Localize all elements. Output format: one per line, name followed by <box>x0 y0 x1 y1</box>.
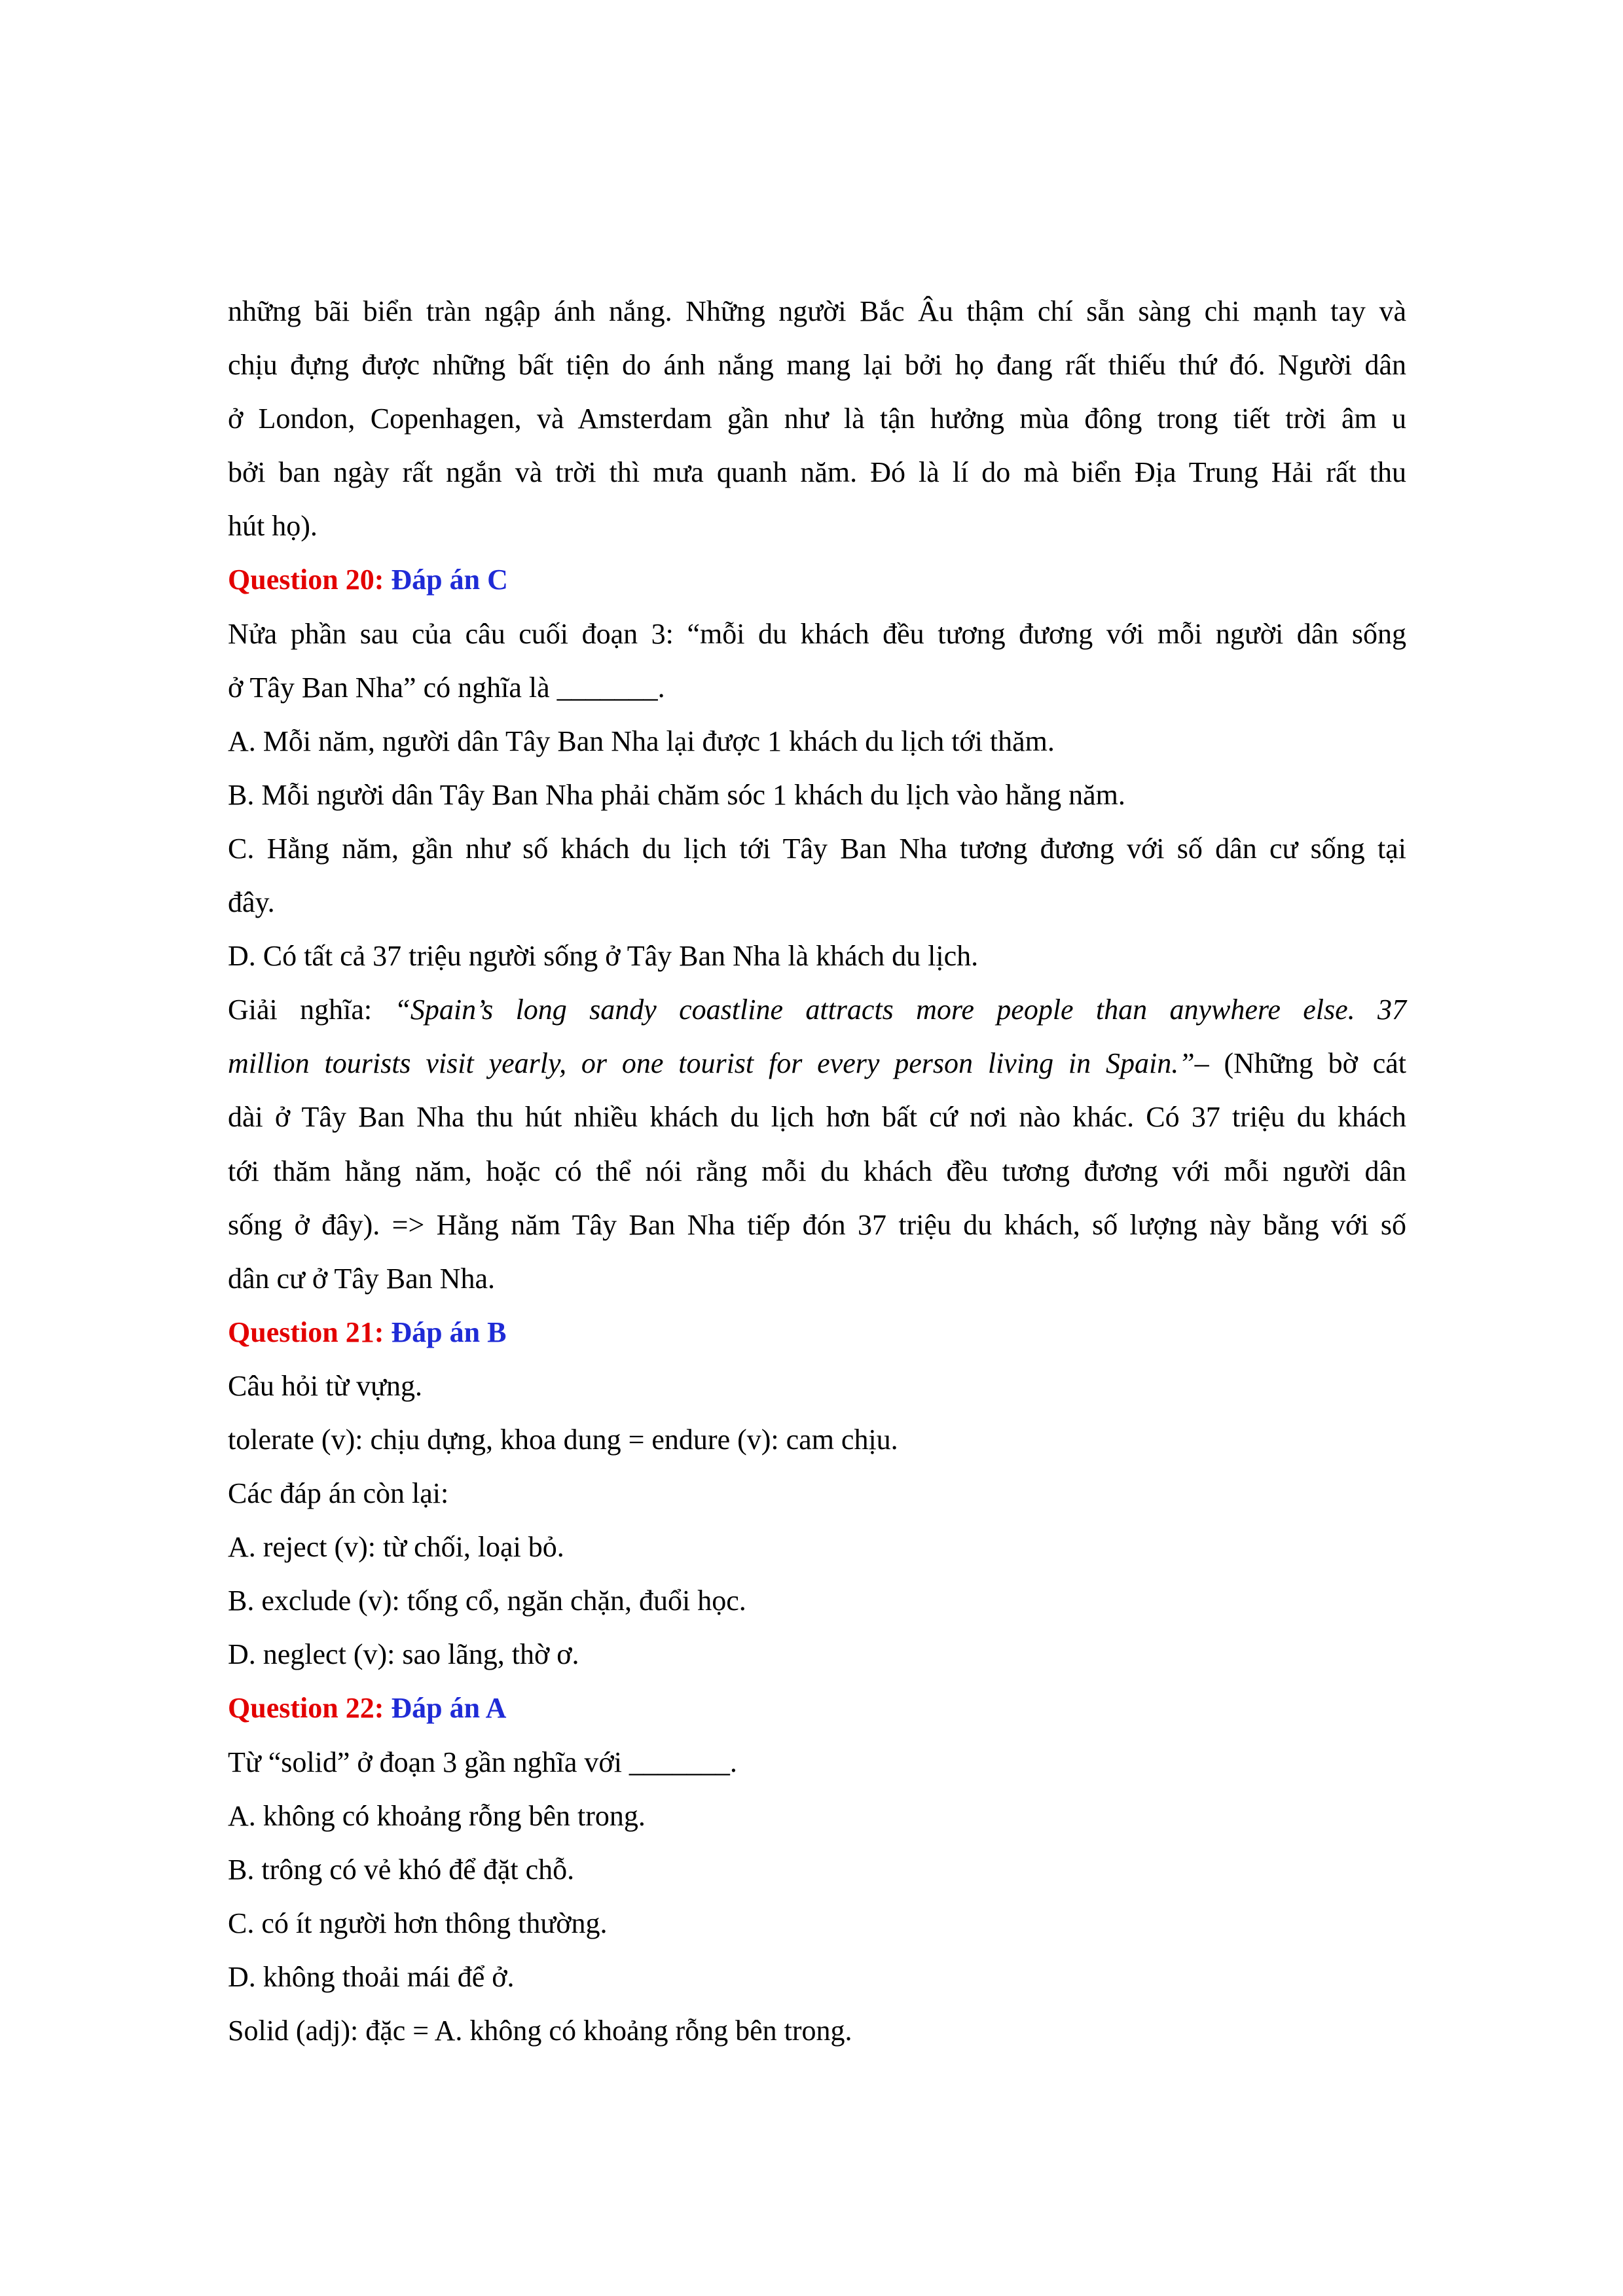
option-c <box>228 822 1406 929</box>
text-line: Các đáp án còn lại: <box>228 1477 449 1510</box>
text-line: sống ở đây). => Hằng năm Tây Ban Nha tiếp đón 37 triệu du khách, số lượng này bằng với số <box>228 1208 1406 1241</box>
text-line: Từ “solid” ở đoạn 3 gần nghĩa với _______. <box>228 1746 737 1778</box>
option-d: D. Có tất cả 37 triệu người sống ở Tây Ban Nha là khách du lịch. <box>228 940 979 973</box>
intro-paragraph <box>228 285 1406 553</box>
document-page <box>228 285 1406 2058</box>
question-number: Question 20: <box>228 564 384 596</box>
text-line: ở Tây Ban Nha” có nghĩa là _______. <box>228 671 665 704</box>
text-line: Câu hỏi từ vựng. <box>228 1369 423 1402</box>
text-line: C. Hằng năm, gần như số khách du lịch tới Tây Ban Nha tương đương với số dân cư sống tại <box>228 832 1406 865</box>
text-line: B. exclude (v): tống cổ, ngăn chặn, đuổi học. <box>228 1585 746 1617</box>
text-line: những bãi biển tràn ngập ánh nắng. Những người Bắc Âu thậm chí sẵn sàng chi mạnh tay và <box>228 295 1406 327</box>
text-line: hút họ). <box>228 510 318 543</box>
text-line: D. neglect (v): sao lãng, thờ ơ. <box>228 1638 579 1671</box>
text-line: tolerate (v): chịu dựng, khoa dung = endure (v): cam chịu. <box>228 1423 898 1456</box>
question-number: Question 21: <box>228 1316 384 1348</box>
text-line: A. không có khoảng rỗng bên trong. <box>228 1799 646 1832</box>
text-line: tới thăm hằng năm, hoặc có thể nói rằng mỗi du khách đều tương đương với mỗi người dân <box>228 1155 1406 1187</box>
text-line: Nửa phần sau của câu cuối đoạn 3: “mỗi du khách đều tương đương với mỗi người dân sống <box>228 617 1406 650</box>
question-20-explanation <box>228 983 1406 1306</box>
answer-key: Đáp án C <box>391 564 508 596</box>
explain-translation: – (Những bờ cát <box>1194 1047 1407 1080</box>
question-21-heading <box>228 1306 1406 1359</box>
option-b: B. Mỗi người dân Tây Ban Nha phải chăm sóc 1 khách du lịch vào hằng năm. <box>228 778 1125 811</box>
explain-quote: million tourists visit yearly, or one tourist for every person living in Spain.” <box>228 1047 1195 1080</box>
question-22-heading <box>228 1681 1406 1735</box>
text-line: Solid (adj): đặc = A. không có khoảng rỗng bên trong. <box>228 2015 852 2047</box>
text-line <box>228 983 1406 1037</box>
text-line: dài ở Tây Ban Nha thu hút nhiều khách du lịch hơn bất cứ nơi nào khác. Có 37 triệu du khách <box>228 1101 1406 1134</box>
text-line: đây. <box>228 886 275 919</box>
explain-lead: Giải nghĩa: <box>228 994 373 1026</box>
text-line: chịu đựng được những bất tiện do ánh nắng mang lại bởi họ đang rất thiếu thứ đó. Người dân <box>228 349 1406 382</box>
option-a: A. Mỗi năm, người dân Tây Ban Nha lại được 1 khách du lịch tới thăm. <box>228 725 1055 757</box>
answer-key: Đáp án B <box>391 1316 507 1348</box>
question-20-prompt <box>228 607 1406 715</box>
text-line: dân cư ở Tây Ban Nha. <box>228 1262 495 1295</box>
text-line: bởi ban ngày rất ngắn và trời thì mưa quanh năm. Đó là lí do mà biển Địa Trung Hải rất thu <box>228 456 1406 489</box>
text-line: C. có ít người hơn thông thường. <box>228 1907 608 1939</box>
explain-quote: “Spain’s long sandy coastline attracts more people than anywhere else. 37 <box>394 994 1407 1026</box>
text-line: B. trông có vẻ khó để đặt chỗ. <box>228 1853 575 1886</box>
question-number: Question 22: <box>228 1692 384 1725</box>
answer-key: Đáp án A <box>391 1692 507 1725</box>
text-line: D. không thoải mái để ở. <box>228 1960 515 1993</box>
question-20-heading <box>228 553 1406 607</box>
text-line <box>228 1037 1406 1090</box>
text-line: A. reject (v): từ chối, loại bỏ. <box>228 1531 564 1564</box>
text-line: ở London, Copenhagen, và Amsterdam gần như là tận hưởng mùa đông trong tiết trời âm u <box>228 403 1406 435</box>
